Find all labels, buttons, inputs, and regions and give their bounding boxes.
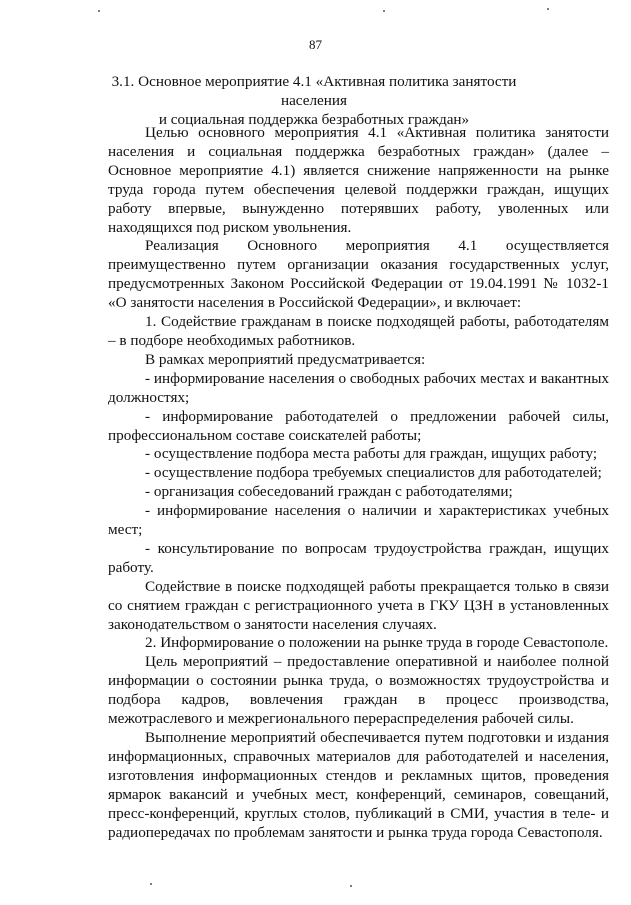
scan-speck (98, 10, 100, 12)
paragraph-implementation: Реализация Основного мероприятия 4.1 осуществляется преимущественно путем организации оказания государственных услуг, предусмотренных Законом Российской Федерации от 19.04.1991 № 1032-1 «О занятости населения в Российской Федерации», и включает: (108, 237, 609, 312)
list-item: - информирование населения о свободных рабочих местах и вакантных должностях; (108, 369, 609, 406)
page-number: 87 (309, 37, 322, 52)
list-item: - информирование населения о наличии и характеристиках учебных мест; (108, 502, 609, 539)
section-heading-line: и социальная поддержка безработных граждан» (158, 111, 470, 128)
scan-speck (383, 10, 385, 12)
paragraph-purpose: Цель мероприятий – предоставление оперативной и наиболее полной информации о состоянии рынка труда, о возможностях трудоустройства и подбора кадров, вовлечения граждан в процесс производства, межотраслевого и межрегионального перераспределения рабочей силы. (108, 653, 609, 728)
paragraph-item-2: 2. Информирование о положении на рынке труда в городе Севастополе. (145, 634, 609, 652)
list-item: - консультирование по вопросам трудоустройства граждан, ищущих работу. (108, 539, 609, 576)
scan-speck (547, 8, 549, 10)
paragraph-goal: Целью основного мероприятия 4.1 «Активная политика занятости населения и социальная поддержка безработных граждан» (далее – Основное мероприятие 4.1) является снижение напряженности на рынке труда города путем обеспечения целевой поддержки граждан, ищущих работу впервые, вынужденно потерявших работу, уволенных или находящихся под риском увольнения. (108, 124, 609, 236)
paragraph-execution: Выполнение мероприятий обеспечивается путем подготовки и издания информационных, справочных материалов для работодателей и населения, изготовления информационных стендов и рекламных щитов, проведения ярмарок вакансий и учебных мест, конференций, семинаров, совещаний, пресс-конференций, круглых столов, публикаций в СМИ, участия в теле- и радиопередачах по проблемам занятости и рынка труда города Севастополя. (108, 729, 609, 841)
paragraph-item-1: 1. Содействие гражданам в поиске подходящей работы, работодателям – в подборе необходимых работников. (108, 313, 609, 349)
section-heading-line: 3.1. Основное мероприятие 4.1 «Активная политика занятости населения (111, 73, 517, 109)
scan-speck (350, 885, 352, 887)
scan-speck (150, 883, 152, 885)
list-item: - информирование работодателей о предложении рабочей силы, профессиональном составе соискателей работы; (108, 407, 609, 444)
paragraph-termination: Содействие в поиске подходящей работы прекращается только в связи со снятием граждан с регистрационного учета в ГКУ ЦЗН в установленных законодательством о занятости населения случаях. (108, 577, 609, 633)
document-body (108, 124, 609, 842)
section-heading (108, 72, 520, 129)
list-item: - осуществление подбора требуемых специалистов для работодателей; (145, 464, 602, 482)
paragraph-measures-intro: В рамках мероприятий предусматривается: (145, 350, 426, 368)
list-item: - организация собеседований граждан с работодателями; (145, 483, 513, 501)
list-item: - осуществление подбора места работы для граждан, ищущих работу; (145, 445, 598, 463)
